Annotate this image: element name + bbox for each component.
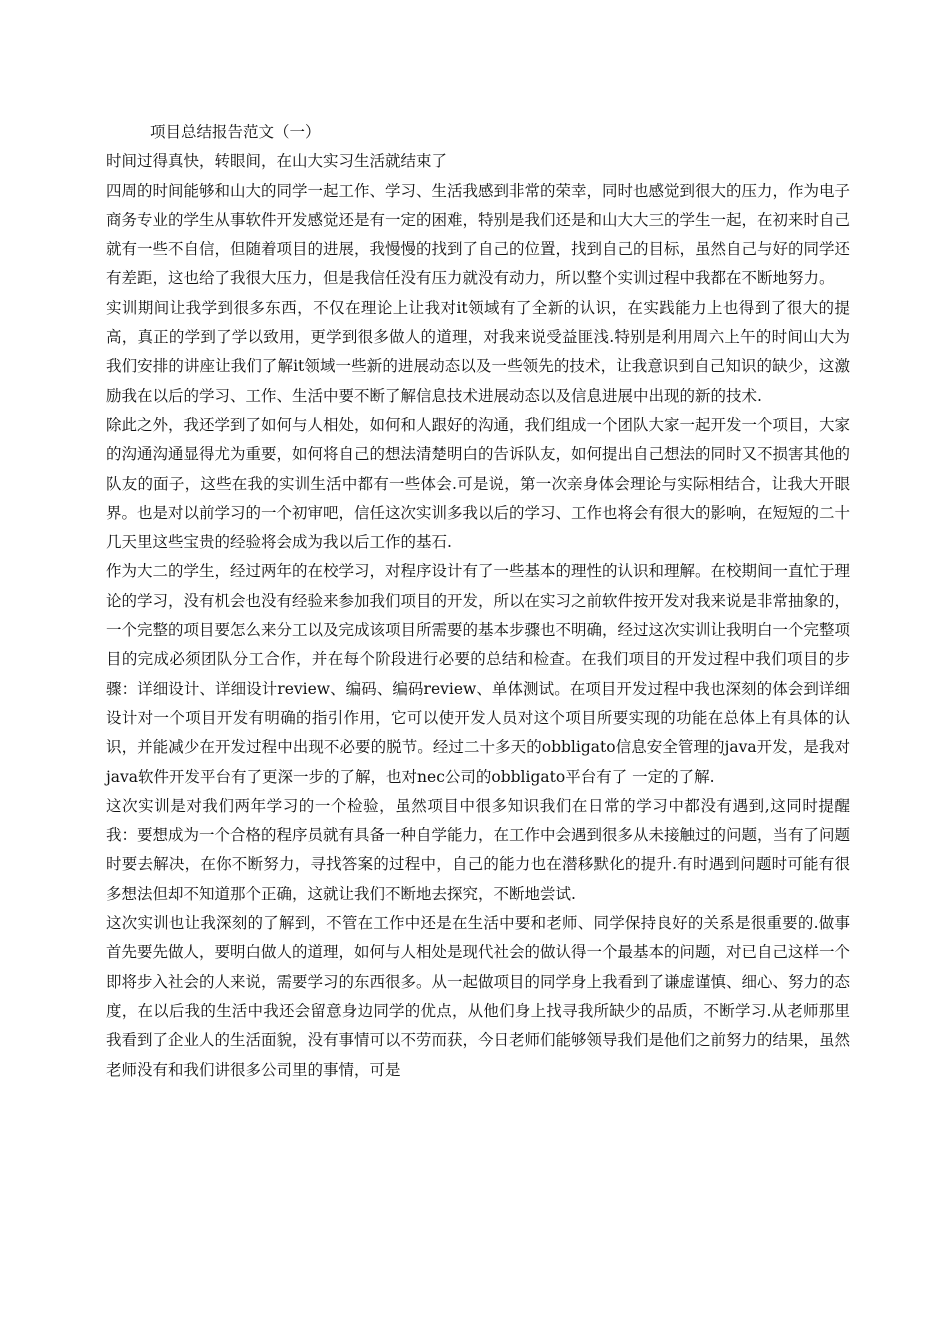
- paragraph-3: 实训期间让我学到很多东西，不仅在理论上让我对it领域有了全新的认识，在实践能力上也得到了很大的提高，真正的学到了学以致用，更学到很多做人的道理，对我来说受益匪浅.特别是利用周六上午的时间山大为我们安排的讲座让我们了解it领域一些新的进展动态以及一些领先的技术，让我意识到自己知识的缺少，这激励我在以后的学习、工作、生活中要不断了解信息技术进展动态以及信息进展中出现的新的技术.: [106, 298, 850, 405]
- paragraph-1: 时间过得真快，转眼间，在山大实习生活就结束了: [106, 152, 448, 171]
- paragraph-5: 作为大二的学生，经过两年的在校学习，对程序设计有了一些基本的理性的认识和理解。在校期间一直忙于理论的学习，没有机会也没有经验来参加我们项目的开发，所以在实习之前软件按开发对我来说是非常抽象的，一个完整的项目要怎么来分工以及完成该项目所需要的基本步骤也不明确，经过这次实训让我明白一个完整项目的完成必须团队分工合作，并在每个阶段进行必要的总结和检查。在我们项目的开发过程中我们项目的步骤：详细设计、详细设计review、编码、编码review、单体测试。在项目开发过程中我也深刻的体会到详细设计对一个项目开发有明确的指引作用，它可以使开发人员对这个项目所要实现的功能在总体上有具体的认识，并能减少在开发过程中出现不必要的脱节。经过二十多天的obbligato信息安全管理的java开发，是我对java软件开发平台有了更深一步的了解，也对nec公司的obbligato平台有了 一定的了解.: [106, 562, 851, 786]
- document-title: 项目总结报告范文（一）: [150, 123, 321, 141]
- paragraph-7: 这次实训也让我深刻的了解到，不管在工作中还是在生活中要和老师、同学保持良好的关系是很重要的.做事首先要先做人，要明白做人的道理，如何与人相处是现代社会的做认得一个最基本的问题，对已自己这样一个即将步入社会的人来说，需要学习的东西很多。从一起做项目的同学身上我看到了谦虚谨慎、细心、努力的态度，在以后我的生活中我还会留意身边同学的优点，从他们身上找寻我所缺少的品质，不断学习.从老师那里我看到了企业人的生活面貌，没有事情可以不劳而获，今日老师们能够领导我们是他们之前努力的结果，虽然老师没有和我们讲很多公司里的事情，可是: [106, 914, 851, 1079]
- paragraph-4: 除此之外，我还学到了如何与人相处，如何和人跟好的沟通，我们组成一个团队大家一起开发一个项目，大家的沟通沟通显得尤为重要，如何将自己的想法清楚明白的告诉队友，如何提出自己想法的同时又不损害其他的队友的面子，这些在我的实训生活中都有一些体会.可是说，第一次亲身体会理论与实际相结合，让我大开眼界。也是对以前学习的一个初审吧，信任这次实训多我以后的学习、工作也将会有很大的影响，在短短的二十几天里这些宝贵的经验将会成为我以后工作的基石.: [106, 415, 851, 552]
- paragraph-6: 这次实训是对我们两年学习的一个检验，虽然项目中很多知识我们在日常的学习中都没有遇到,这同时提醒我：要想成为一个合格的程序员就有具备一种自学能力，在工作中会遇到很多从未接触过的问题，当有了问题时要去解决，在你不断努力，寻找答案的过程中，自己的能力也在潜移默化的提升.有时遇到问题时可能有很多想法但却不知道那个正确，这就让我们不断地去探究，不断地尝试.: [106, 796, 851, 903]
- paragraph-2: 四周的时间能够和山大的同学一起工作、学习、生活我感到非常的荣幸，同时也感觉到很大的压力，作为电子商务专业的学生从事软件开发感觉还是有一定的困难，特别是我们还是和山大大三的学生一起，在初来时自己就有一些不自信，但随着项目的进展，我慢慢的找到了自己的位置，找到自己的目标，虽然自己与好的同学还有差距，这也给了我很大压力，但是我信任没有压力就没有动力，所以整个实训过程中我都在不断地努力。: [106, 181, 851, 288]
- document-page: [106, 118, 850, 1085]
